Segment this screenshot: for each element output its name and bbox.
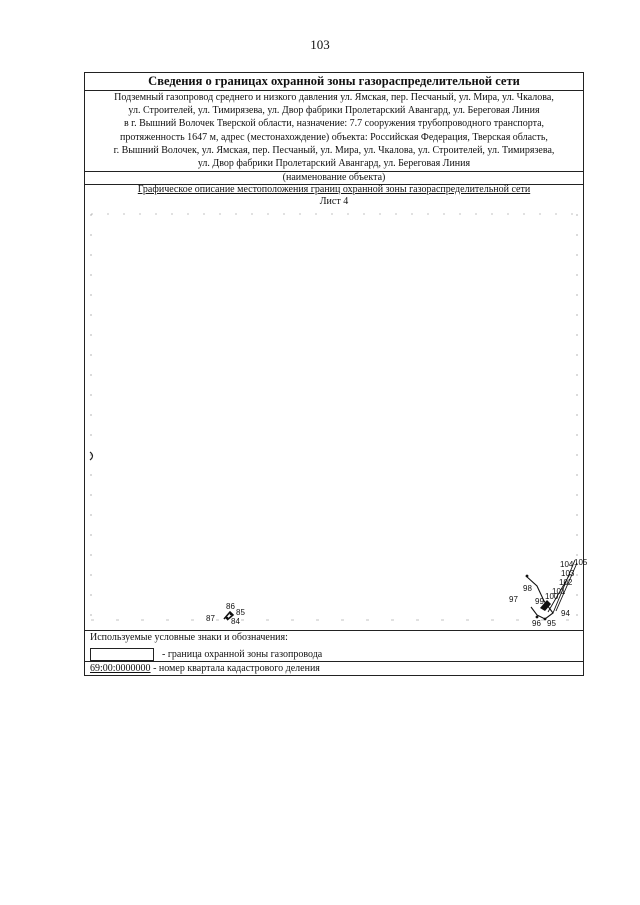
description-line: ул. Строителей, ул. Тимирязева, ул. Двор фабрики Пролетарский Авангард, ул. Береговая Линия <box>128 105 540 117</box>
point-label-99: 99 <box>535 597 544 606</box>
point-label-104: 104 <box>560 560 574 569</box>
boundary-symbol <box>90 648 154 661</box>
sheet-label: Лист 4 <box>319 196 349 207</box>
cadastral-code: 69:00:0000000 <box>90 663 151 674</box>
legend-title: Используемые условные знаки и обозначения: <box>90 632 288 643</box>
document-title: Сведения о границах охранной зоны газораспределительной сети <box>85 73 583 91</box>
boundary-point <box>230 613 233 616</box>
point-label-86: 86 <box>226 602 235 611</box>
point-label-103: 103 <box>561 569 575 578</box>
point-label-98: 98 <box>523 584 532 593</box>
object-caption: (наименование объекта) <box>282 172 386 183</box>
zone-map <box>85 208 588 630</box>
point-cluster-right <box>509 558 588 628</box>
boundary-point <box>226 617 229 620</box>
boundary-point <box>536 616 539 619</box>
document-frame <box>84 72 588 676</box>
point-label-87: 87 <box>206 614 215 623</box>
point-label-100: 100 <box>545 592 559 601</box>
graphic-title: Графическое описание местоположения границ охранной зоны газораспределительной сети <box>137 184 531 195</box>
boundary-point <box>544 618 547 621</box>
point-label-84: 84 <box>231 617 240 626</box>
point-label-85: 85 <box>236 608 245 617</box>
point-label-102: 102 <box>559 578 573 587</box>
legend-boundary-row <box>90 648 322 661</box>
object-description <box>91 91 577 170</box>
description-line: Подземный газопровод среднего и низкого давления ул. Ямская, пер. Песчаный, ул. Мира, ул. Чкалова, <box>114 92 554 103</box>
legend-cadastral-text: - номер квартала кадастрового деления <box>153 663 320 674</box>
boundary-point <box>526 575 529 578</box>
point-label-95: 95 <box>547 619 556 628</box>
point-label-94: 94 <box>561 609 570 618</box>
legend-boundary-text: - граница охранной зоны газопровода <box>162 648 323 660</box>
divider <box>85 630 583 631</box>
description-line: г. Вышний Волочек, ул. Ямская, пер. Песчаный, ул. Мира, ул. Чкалова, ул. Строителей, ул. Тимирязева, <box>113 144 555 156</box>
point-label-105: 105 <box>574 558 588 567</box>
divider <box>85 661 583 662</box>
point-label-101: 101 <box>552 587 566 596</box>
page-number: 103 <box>310 37 330 52</box>
point-label-96: 96 <box>532 619 541 628</box>
description-line: протяженность 1647 м, адрес (местонахождение) объекта: Российская Федерация, Тверская область, <box>120 131 548 143</box>
description-line: в г. Вышний Волочек Тверской области, назначение: 7.7 сооружения трубопроводного транспорта, <box>123 118 545 130</box>
legend-cadastral-row <box>90 663 320 675</box>
point-cluster-left <box>206 602 245 626</box>
point-label-97: 97 <box>509 595 518 604</box>
description-line: ул. Двор фабрики Пролетарский Авангард, ул. Береговая Линия <box>197 158 471 170</box>
